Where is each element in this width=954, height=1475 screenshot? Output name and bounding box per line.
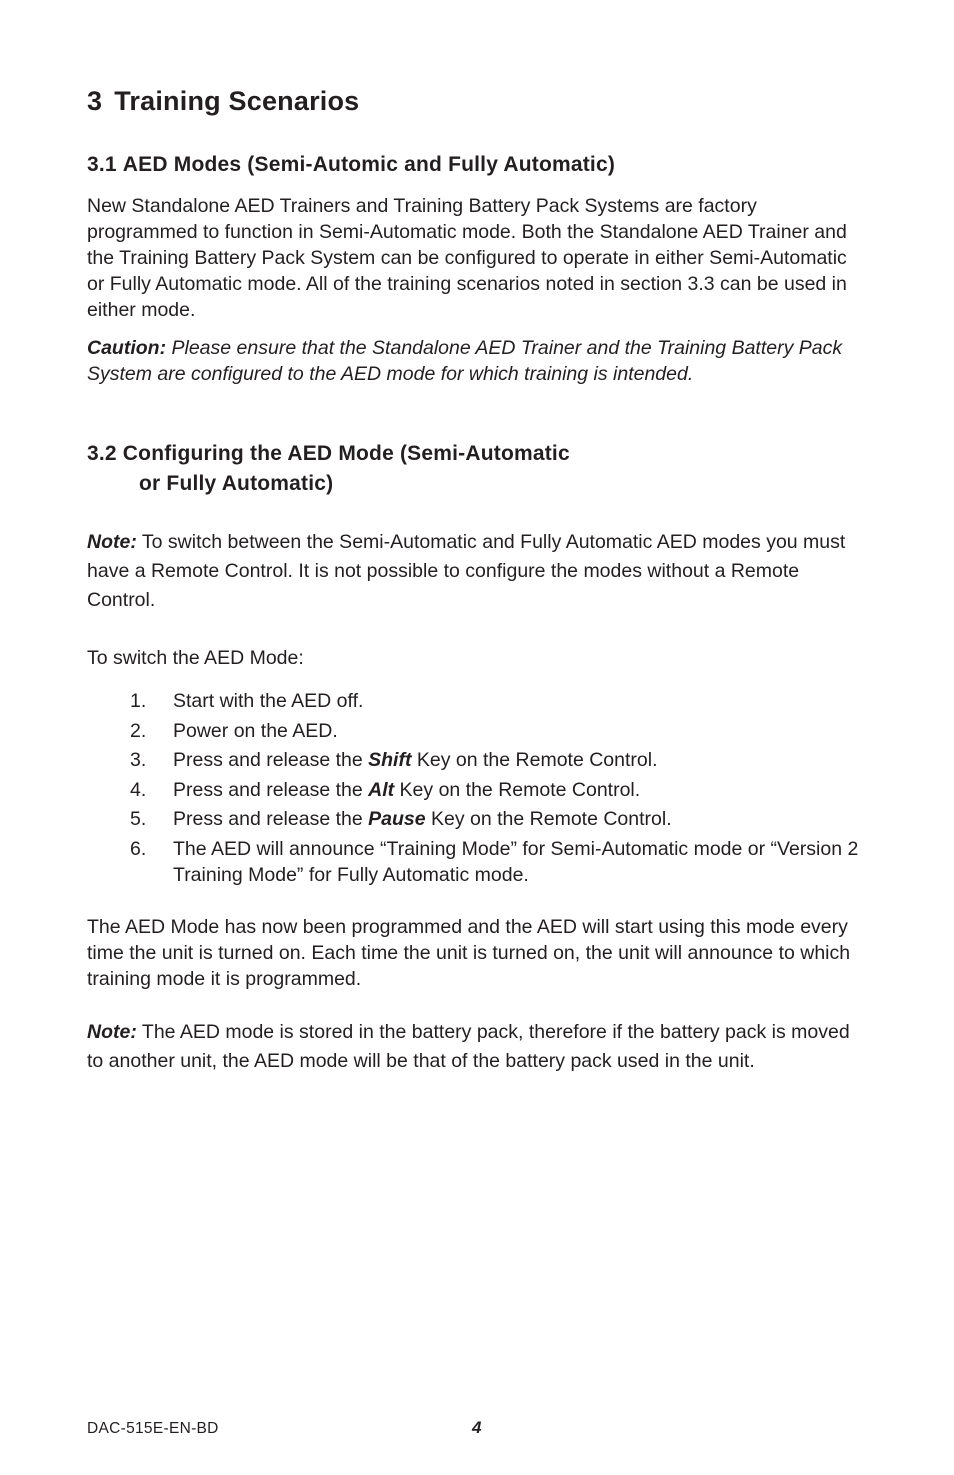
result-paragraph: The AED Mode has now been programmed and the AED will start using this mode every time the unit is turned on. Each time the unit is turned on, the unit will announce to which training mode it is programmed. <box>87 916 851 990</box>
caution-paragraph <box>87 335 867 387</box>
list-item <box>87 836 867 888</box>
step-text-pre: Press and release the <box>173 749 363 772</box>
step-number: 2. <box>130 719 147 742</box>
key-name: Pause <box>368 808 426 831</box>
step-text: Start with the AED off. <box>173 690 364 712</box>
caution-text: Please ensure that the Standalone AED Trainer and the Training Battery Pack System are configured to the AED mode for which training is intended. <box>87 337 843 385</box>
step-text-post: Key on the Remote Control. <box>431 808 672 831</box>
step-number: 1. <box>130 690 147 712</box>
list-item <box>87 777 867 803</box>
step-text: The AED will announce “Training Mode” for Semi-Automatic mode or “Version 2 Training Mode” for Fully Automatic mode. <box>173 837 859 886</box>
steps-list <box>87 688 867 892</box>
intro-paragraph: New Standalone AED Trainers and Training Battery Pack Systems are factory programmed to function in Semi-Automatic mode. Both the Standalone AED Trainer and the Training Battery Pack System can be configured to operate in either Semi-Automatic or Fully Automatic mode. All of the training scenarios noted in section 3.3 can be used in either mode. <box>87 195 847 321</box>
document-code: DAC-515E-EN-BD <box>87 1420 219 1437</box>
section-title-line-1: Configuring the AED Mode (Semi-Automatic <box>122 442 570 465</box>
list-item <box>87 688 867 714</box>
note-paragraph-remote <box>87 528 857 615</box>
note-label: Note: <box>87 531 137 553</box>
step-text-post: Key on the Remote Control. <box>416 749 658 772</box>
page-number: 4 <box>472 1418 482 1437</box>
note-label: Note: <box>87 1021 137 1043</box>
step-number: 4. <box>130 778 147 801</box>
key-name: Alt <box>368 778 395 801</box>
note-text: To switch between the Semi-Automatic and Fully Automatic AED modes you must have a Remote Control. It is not possible to configure the modes without a Remote Control. <box>87 531 846 611</box>
section-heading-3-2 <box>87 439 570 499</box>
section-heading-3-1 <box>87 150 615 180</box>
note-paragraph-battery <box>87 1018 867 1076</box>
caution-label: Caution: <box>87 337 167 359</box>
key-name: Shift <box>368 749 412 772</box>
chapter-number: 3 <box>87 86 103 116</box>
chapter-title: Training Scenarios <box>114 86 360 116</box>
step-text-pre: Press and release the <box>173 808 363 831</box>
step-text-post: Key on the Remote Control. <box>399 778 641 801</box>
list-item <box>87 718 867 744</box>
step-text: Power on the AED. <box>173 719 338 742</box>
step-number: 6. <box>130 837 147 860</box>
section-number: 3.1 <box>87 153 117 176</box>
list-item <box>87 806 867 832</box>
step-text-pre: Press and release the <box>173 778 363 801</box>
section-title: AED Modes (Semi-Automic and Fully Automatic) <box>122 153 616 176</box>
step-number: 3. <box>130 749 147 772</box>
switch-intro: To switch the AED Mode: <box>87 647 304 669</box>
section-title-line-2: or Fully Automatic) <box>139 472 334 495</box>
step-number: 5. <box>130 808 147 831</box>
chapter-heading <box>87 86 359 117</box>
section-number: 3.2 <box>87 442 117 465</box>
list-item <box>87 747 867 773</box>
note-text: The AED mode is stored in the battery pack, therefore if the battery pack is moved to another unit, the AED mode will be that of the battery pack used in the unit. <box>87 1021 850 1072</box>
